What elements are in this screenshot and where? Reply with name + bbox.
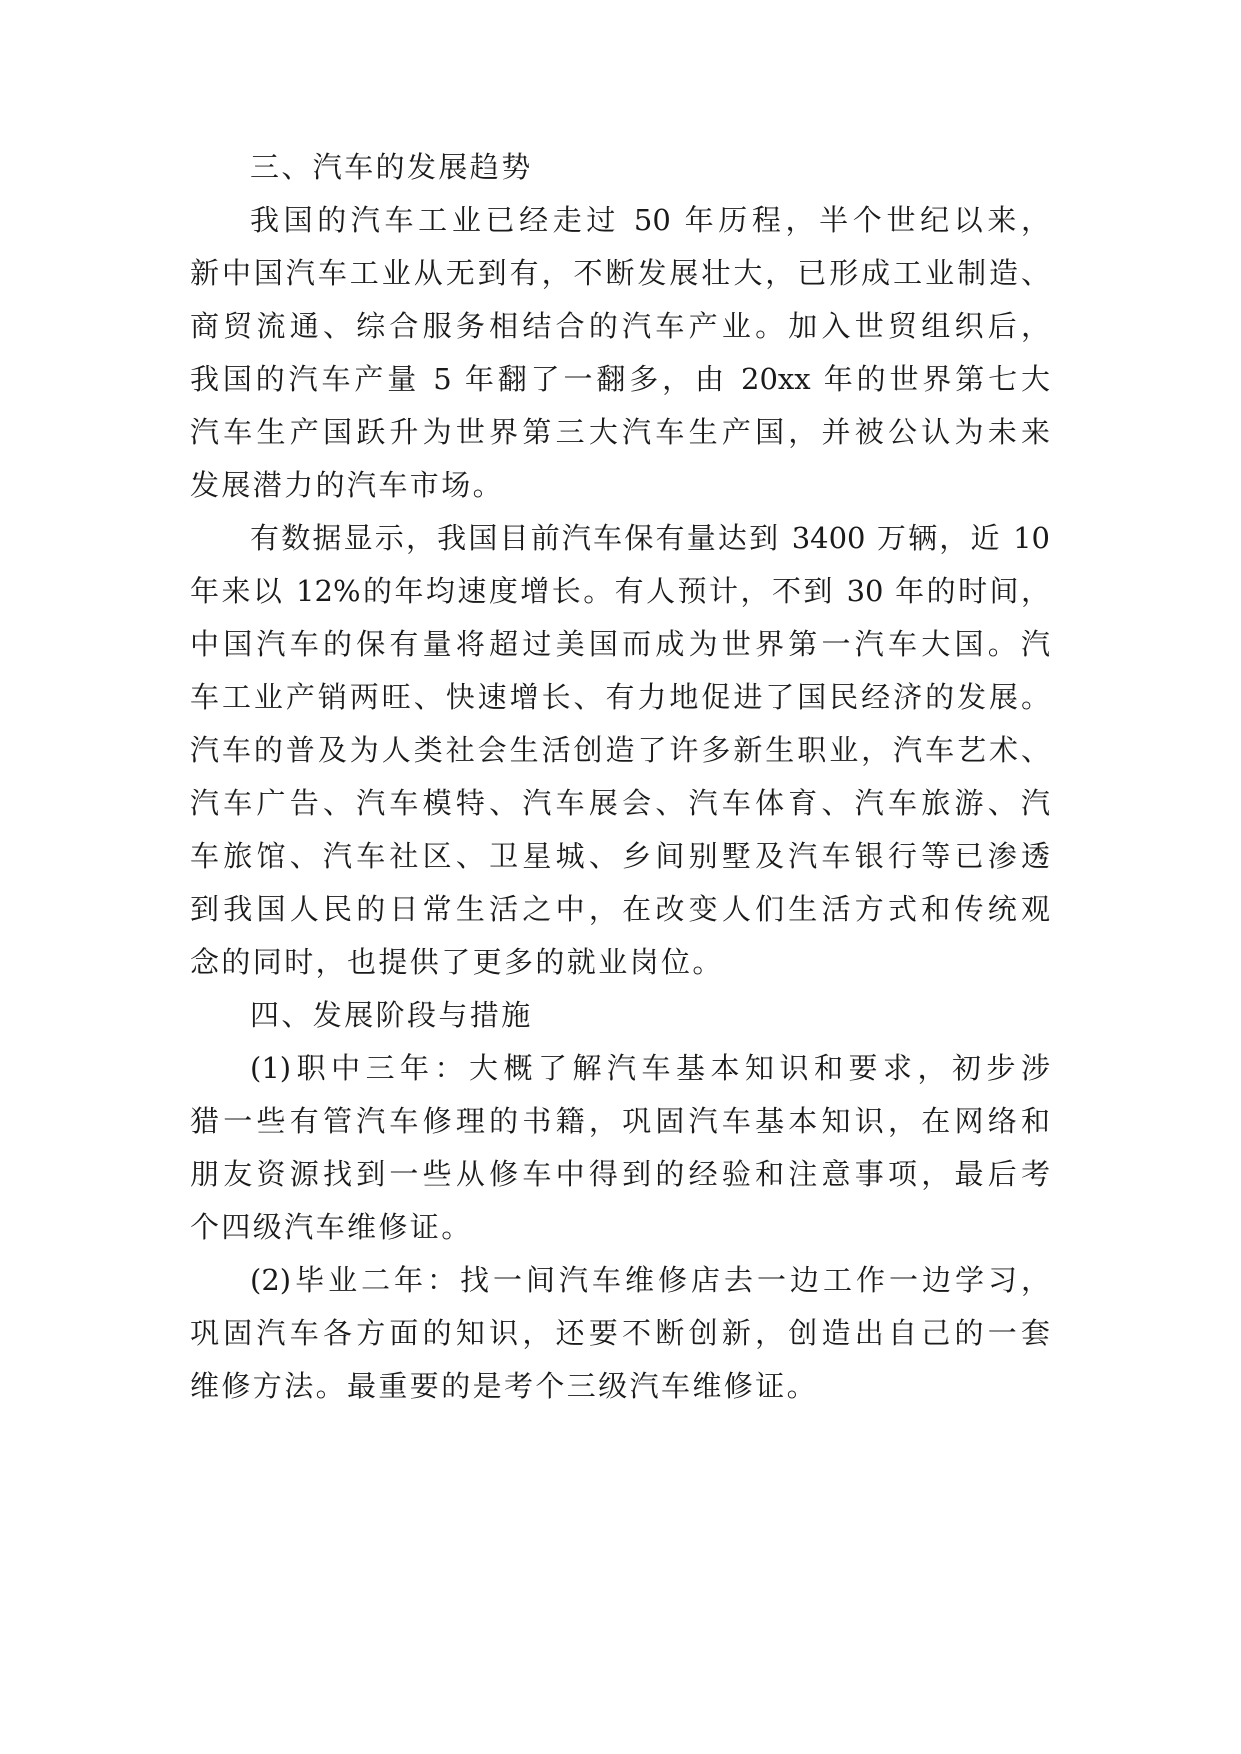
text-line: 到我国人民的日常生活之中，在改变人们生活方式和传统观: [190, 892, 1050, 926]
text-line: 汽车生产国跃升为世界第三大汽车生产国，并被公认为未来: [190, 415, 1050, 449]
text-line: (2)毕业二年：找一间汽车维修店去一边工作一边学习，: [250, 1263, 1050, 1297]
paragraph-line: [0, 826, 1241, 886]
text-line: 年来以 12%的年均速度增长。有人预计，不到 30 年的时间，: [190, 574, 1050, 608]
paragraph-line: [0, 508, 1241, 568]
paragraph-line: [0, 1038, 1241, 1098]
paragraph-line: [0, 243, 1241, 303]
text-line: 车工业产销两旺、快速增长、有力地促进了国民经济的发展。: [190, 680, 1050, 714]
paragraph-line: [0, 455, 1241, 515]
paragraph-line: [0, 1250, 1241, 1310]
text-line: 中国汽车的保有量将超过美国而成为世界第一汽车大国。汽: [190, 627, 1050, 661]
text-line: 我国的汽车产量 5 年翻了一翻多，由 20xx 年的世界第七大: [190, 362, 1050, 396]
paragraph-line: [0, 561, 1241, 621]
paragraph-line: [0, 1356, 1241, 1416]
text-line: 有数据显示，我国目前汽车保有量达到 3400 万辆，近 10: [250, 521, 1050, 555]
text-line: 猎一些有管汽车修理的书籍，巩固汽车基本知识，在网络和: [190, 1104, 1050, 1138]
paragraph-line: [0, 402, 1241, 462]
paragraph-line: [0, 720, 1241, 780]
text-line: (1)职中三年：大概了解汽车基本知识和要求，初步涉: [250, 1051, 1050, 1085]
paragraph-line: [0, 1303, 1241, 1363]
paragraph-line: [0, 932, 1241, 992]
paragraph-line: [0, 190, 1241, 250]
paragraph-line: [0, 667, 1241, 727]
section-heading: [0, 137, 1241, 197]
paragraph-line: [0, 773, 1241, 833]
section-heading: [0, 985, 1241, 1045]
paragraph-line: [0, 296, 1241, 356]
text-line: 新中国汽车工业从无到有，不断发展壮大，已形成工业制造、: [190, 256, 1050, 290]
paragraph-line: [0, 879, 1241, 939]
section-3-heading: 三、汽车的发展趋势: [250, 150, 533, 184]
text-line: 商贸流通、综合服务相结合的汽车产业。加入世贸组织后，: [190, 309, 1050, 343]
paragraph-line: [0, 1197, 1241, 1257]
text-line: 念的同时，也提供了更多的就业岗位。: [190, 945, 724, 979]
paragraph-line: [0, 1144, 1241, 1204]
text-line: 发展潜力的汽车市场。: [190, 468, 505, 502]
text-line: 朋友资源找到一些从修车中得到的经验和注意事项，最后考: [190, 1157, 1050, 1191]
section-4-heading: 四、发展阶段与措施: [250, 998, 533, 1032]
text-line: 个四级汽车维修证。: [190, 1210, 473, 1244]
text-line: 汽车的普及为人类社会生活创造了许多新生职业，汽车艺术、: [190, 733, 1050, 767]
paragraph-line: [0, 1091, 1241, 1151]
text-line: 车旅馆、汽车社区、卫星城、乡间别墅及汽车银行等已渗透: [190, 839, 1050, 873]
paragraph-line: [0, 349, 1241, 409]
text-line: 维修方法。最重要的是考个三级汽车维修证。: [190, 1369, 819, 1403]
paragraph-line: [0, 614, 1241, 674]
text-line: 我国的汽车工业已经走过 50 年历程，半个世纪以来，: [250, 203, 1050, 237]
text-line: 巩固汽车各方面的知识，还要不断创新，创造出自己的一套: [190, 1316, 1050, 1350]
text-line: 汽车广告、汽车模特、汽车展会、汽车体育、汽车旅游、汽: [190, 786, 1050, 820]
